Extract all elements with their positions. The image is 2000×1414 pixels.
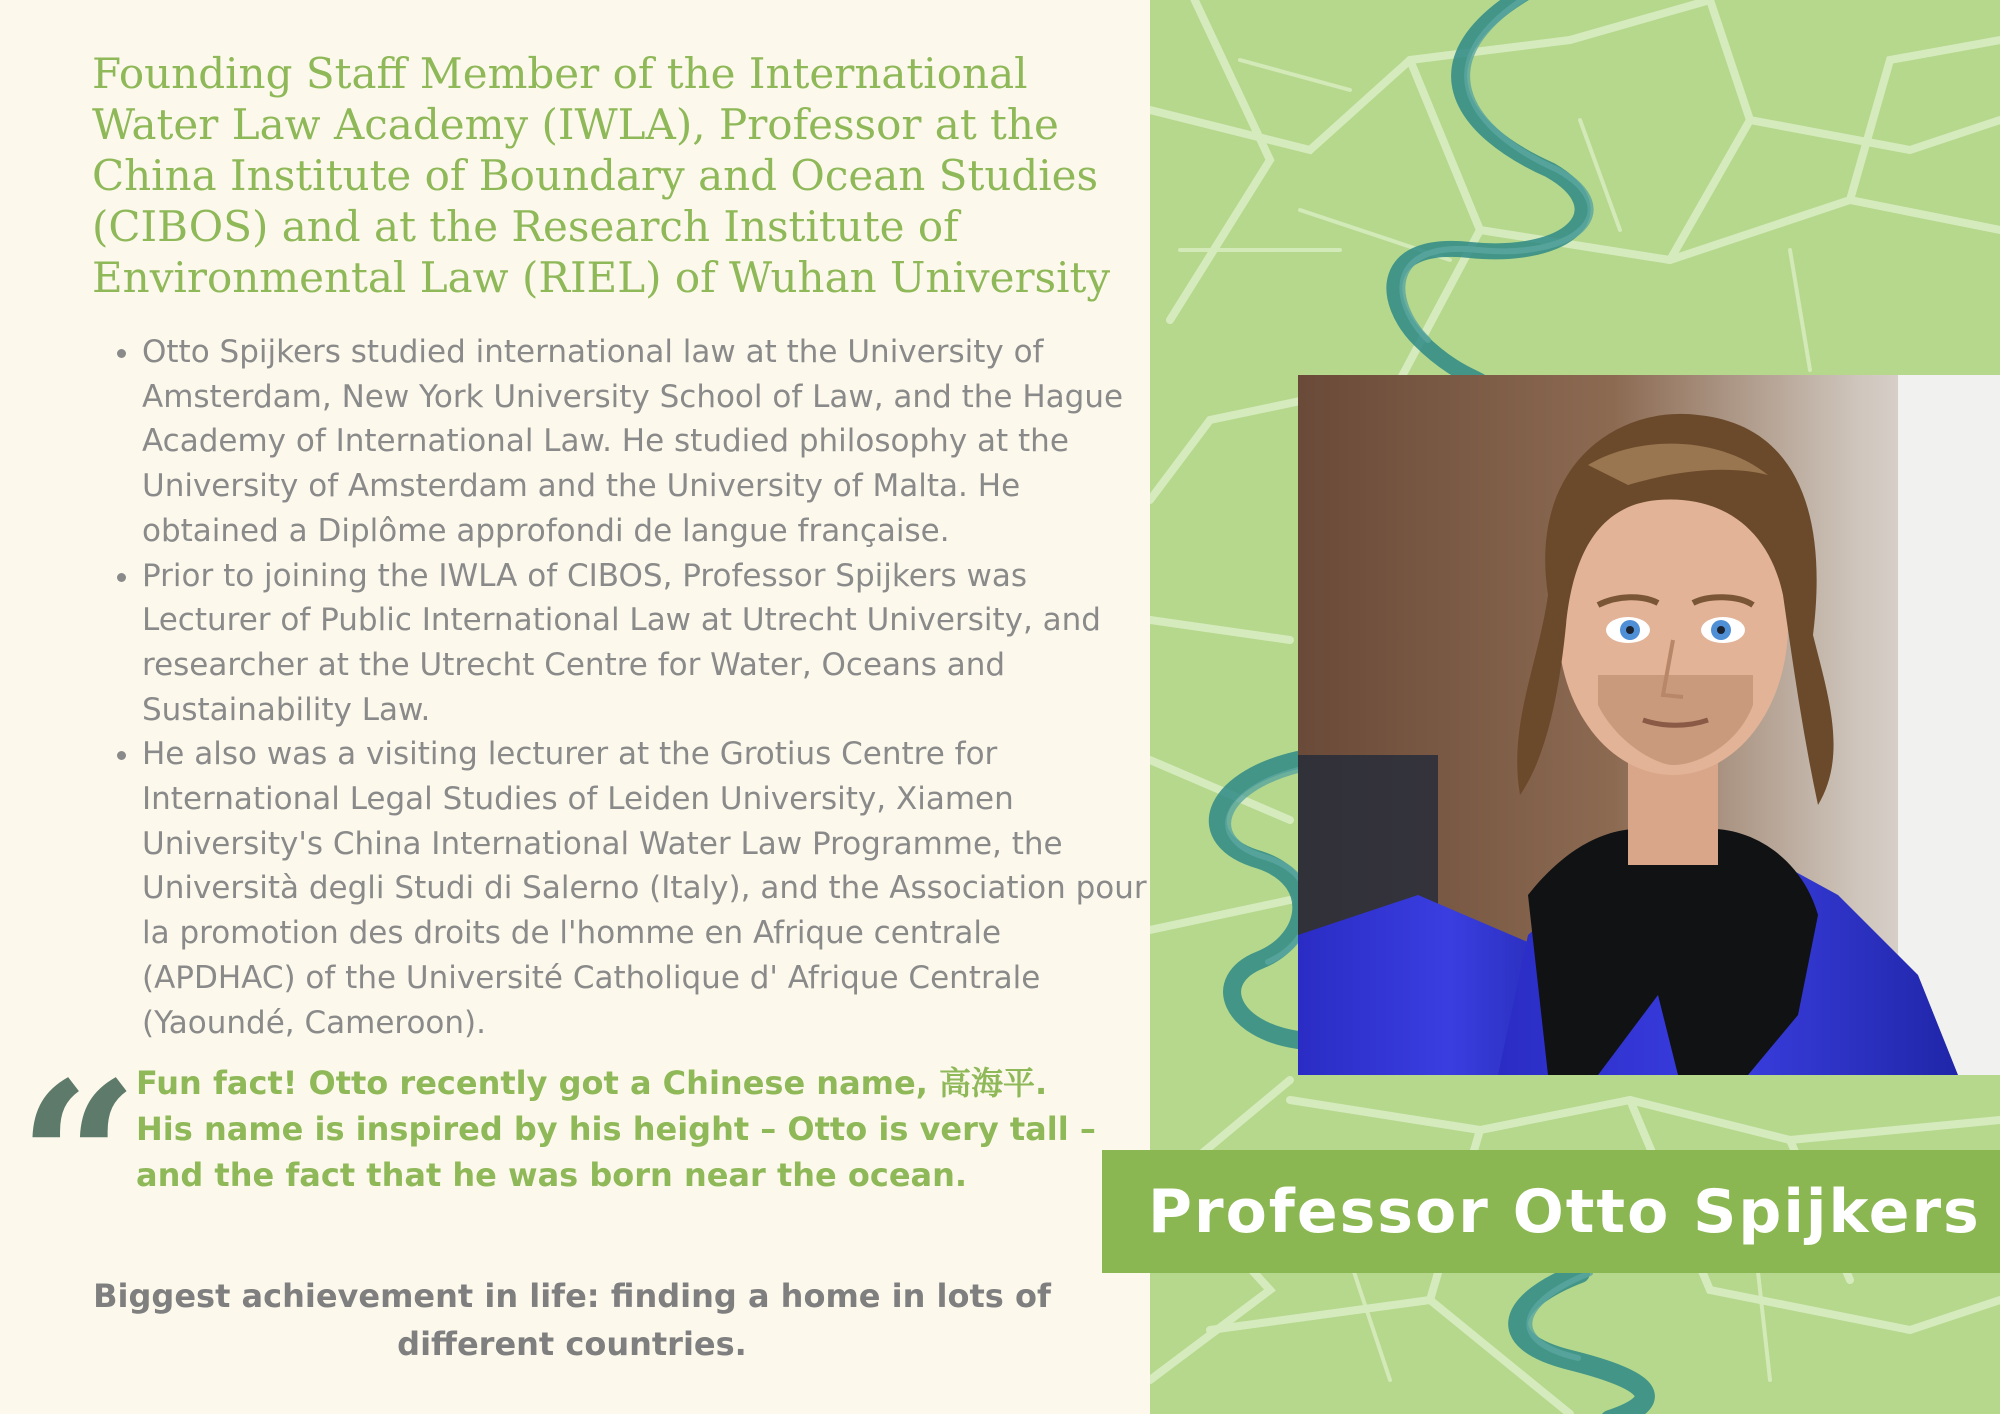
portrait-photo [1298, 375, 2000, 1075]
bio-bullet-visiting-lecturer: • He also was a visiting lecturer at the Grotius Centre for International Legal Studies of Leiden University, Xiamen University's China International Water Law Programme, the Università degli Studi di Salerno (Italy), and the Association pour la promotion des droits de l'homme en Afrique centrale (APDHAC) of the Université Catholique d' Afrique Centrale (Yaoundé, Cameroon). [142, 732, 1162, 1045]
bio-bullet-list [92, 330, 1162, 1045]
quote-mark-icon: “ [18, 1036, 139, 1283]
bio-bullet-education: • Otto Spijkers studied international law at the University of Amsterdam, New York University School of Law, and the Hague Academy of International Law. He studied philosophy at the University of Amsterdam and the University of Malta. He obtained a Diplôme approfondi de langue française. [142, 330, 1162, 554]
achievement-text: Biggest achievement in life: finding a home in lots of different countries. [93, 1277, 1051, 1363]
fun-fact-text: Fun fact! Otto recently got a Chinese name, 高海平. His name is inspired by his height – Otto is very tall – and the fact that he was born near the ocean. [136, 1064, 1096, 1194]
bio-headline: Founding Staff Member of the International Water Law Academy (IWLA), Professor at the China Institute of Boundary and Ocean Studies (CIBOS) and at the Research Institute of Environmental Law (RIEL) of Wuhan University [92, 49, 1111, 302]
bio-bullet-previous-role: • Prior to joining the IWLA of CIBOS, Professor Spijkers was Lecturer of Public International Law at Utrecht University, and researcher at the Utrecht Centre for Water, Oceans and Sustainability Law. [142, 554, 1162, 733]
professor-name: Professor Otto Spijkers [1148, 1176, 1981, 1247]
name-banner [1102, 1150, 2000, 1273]
